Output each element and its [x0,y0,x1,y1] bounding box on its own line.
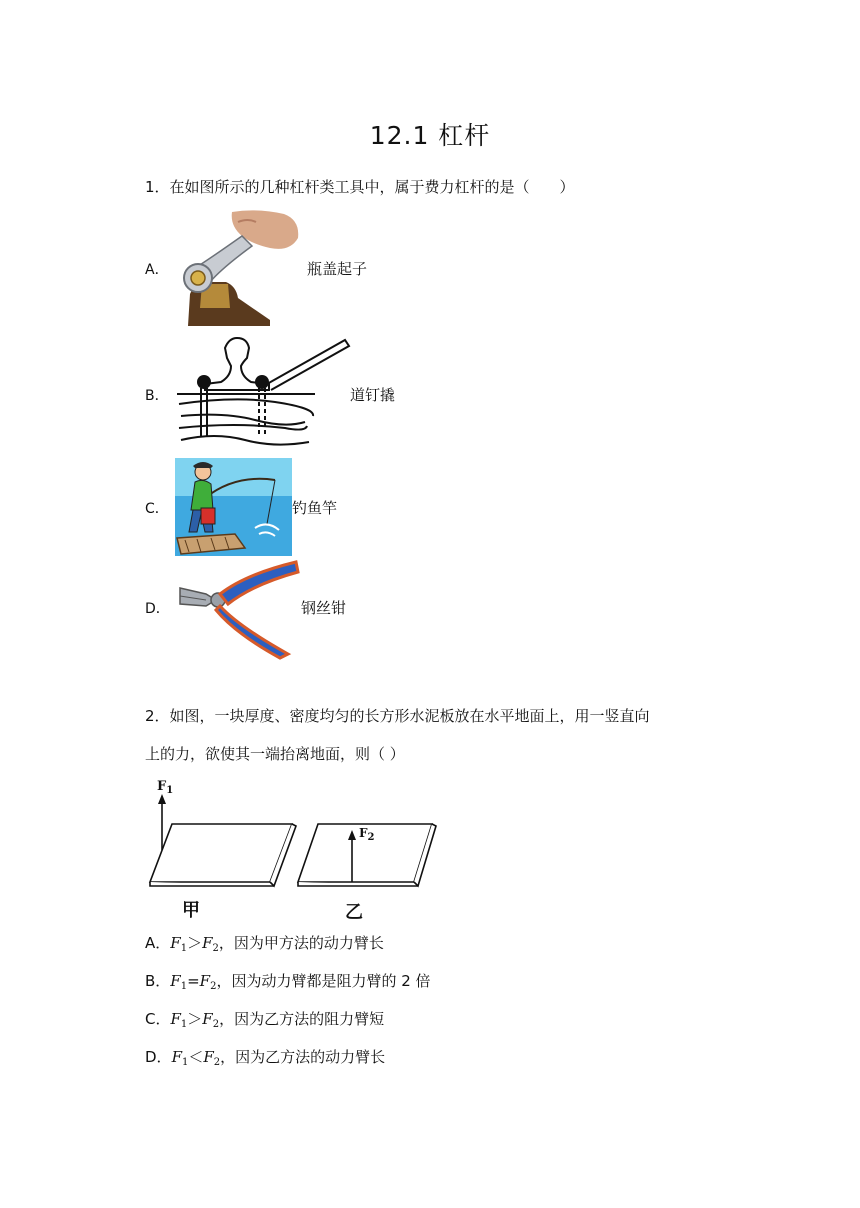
q2-option-a-text: ，因为甲方法的动力臂长 [218,934,384,952]
left-slab [150,824,292,882]
caption-jia: 甲 [182,900,200,921]
spike-puller-image [175,336,355,448]
force-2-subscript: 2 [367,832,375,843]
q2-option-b-s1: 1 [180,981,188,992]
q2-option-c-f2: F [202,1010,213,1028]
q2-option-d-operator: ＜ [188,1048,204,1066]
q2-option-d [145,1046,385,1068]
q2-option-c-text: ，因为乙方法的阻力臂短 [219,1010,385,1028]
question-2-stem-line-1: 2．如图，一块厚度、密度均匀的长方形水泥板放在水平地面上，用一竖直向 [145,707,650,725]
q2-option-a-f1: F [170,934,181,952]
option-d-letter: D． [145,601,170,617]
option-c-label: 钓鱼竿 [292,499,338,517]
q2-option-c [145,1008,384,1030]
caption-yi: 乙 [345,902,363,923]
q2-option-a-s1: 1 [180,943,188,954]
option-b-label: 道钉撬 [350,386,396,404]
q2-option-d-text: ，因为乙方法的动力臂长 [220,1048,386,1066]
q2-option-c-operator: ＞ [187,1010,203,1028]
q2-option-b-text: ，因为动力臂都是阻力臂的 2 倍 [216,972,431,990]
q2-option-b-f2: F [199,972,211,990]
q2-option-b [145,970,431,992]
force-1-subscript: 1 [166,785,174,796]
q2-option-d-s1: 1 [181,1057,189,1068]
option-a-label: 瓶盖起子 [307,260,368,278]
q2-option-b-letter: B． [145,972,171,990]
force-2-label [359,826,375,843]
option-c-letter: C． [145,501,169,517]
bottle-opener-image [172,208,302,326]
q2-option-b-f1: F [170,972,181,990]
fishing-rod-image [175,458,292,556]
force-1-symbol: F [157,779,167,794]
pliers-image [176,560,300,658]
option-d-label: 钢丝钳 [301,599,347,617]
option-a-letter: A． [145,262,169,278]
force-2-symbol: F [359,826,368,840]
force-1-label [157,779,173,796]
q2-option-c-f1: F [170,1010,181,1028]
q2-option-d-f1: F [171,1048,182,1066]
q2-option-b-s2: 2 [210,981,217,992]
q2-option-b-operator: = [187,972,200,990]
question-1-stem: 1．在如图所示的几种杠杆类工具中，属于费力杠杆的是（ ） [145,178,575,196]
q2-option-d-letter: D． [145,1048,172,1066]
q2-option-a-letter: A． [145,934,171,952]
page-title: 12.1 杠杆 [369,121,491,150]
q2-option-a-operator: ＞ [187,934,203,952]
q2-option-c-s1: 1 [180,1019,188,1030]
q2-option-c-letter: C． [145,1010,171,1028]
question-2-stem-line-2: 上的力，欲使其一端抬离地面，则（ ） [145,745,405,763]
q2-option-c-s2: 2 [212,1019,220,1030]
option-b-letter: B． [145,388,169,404]
q2-option-a-f2: F [202,934,213,952]
q2-option-d-s2: 2 [213,1057,221,1068]
q2-option-a [145,932,384,954]
q2-option-a-s2: 2 [212,943,219,954]
q2-option-d-f2: F [203,1048,214,1066]
